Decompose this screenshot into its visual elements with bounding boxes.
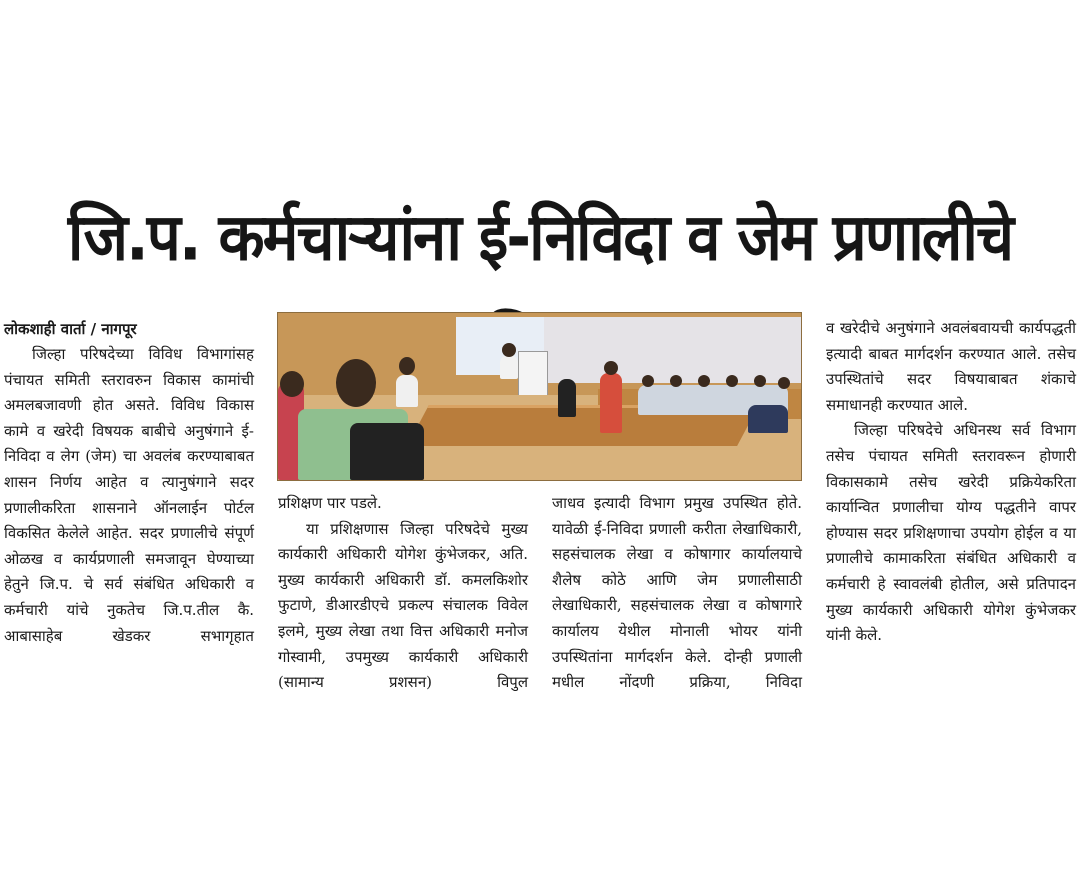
paragraph: जिल्हा परिषदेचे अधिनस्थ सर्व विभाग तसेच पंचायत समिती स्तरावरून होणारी विकासकामे तसेच खरेदी प्रक्रियेकरिता कार्यान्वित प्रणालीचा योग्य पद्धतीने वापर होण्यास सदर प्रशिक्षणाचा उपयोग होईल व या प्रणालीचे कामाकरिता संबंधित अधिकारी व कर्मचारी हे स्वावलंबी होतील, असे प्रतिपादन मुख्य कार्यकारी अधिकारी योगेश कुंभेजकर यांनी केले.: [826, 421, 1076, 645]
headline: जि.प. कर्मचाऱ्यांना ई-निविदा व जेम प्रणालीचे: [67, 200, 1013, 276]
training-photo: [277, 312, 802, 481]
article-column-4: [826, 316, 1076, 649]
paragraph: प्रशिक्षण पार पडले.: [278, 494, 382, 512]
paragraph: जाधव इत्यादी विभाग प्रमुख उपस्थित होते. यावेळी ई-निविदा प्रणाली करीता लेखाधिकारी, सहसंचालक लेखा व कोषागार कार्यालयाचे शैलेष कोठे आणि जेम प्रणालीसाठी लेखाधिकारी, सहसंचालक लेखा व कोषागारे कार्यालय येथील मोनाली भोयर यांनी उपस्थितांना मार्गदर्शन केले. दोन्ही प्रणाली मधील नोंदणी प्रक्रिया, निविदा: [552, 494, 802, 692]
article-column-2: [278, 491, 528, 696]
paragraph: व खरेदीचे अनुषंगाने अवलंबवायची कार्यपद्धती इत्यादी बाबत मार्गदर्शन करण्यात आले. तसेच उपस्थितांचे सदर विषयाबाबत शंकाचे समाधानही करण्यात आले.: [826, 319, 1076, 414]
byline: लोकशाही वार्ता / नागपूर: [4, 320, 137, 338]
paragraph: जिल्हा परिषदेच्या विविध विभागांसह पंचायत समिती स्तरावरुन विकास कामांची अमलबजावणी होत असते. विविध विकास कामे व खरेदी विषयक बाबीचे अनुषंगाने ई-निविदा व लेग (जेम) चा अवलंब करण्याबाबत शासन निर्णय आहेत व त्यानुषंगाने सदर प्रणालीकरिता शासनाने ऑनलाईन पोर्टल विकसित केलेले आहेत. सदर प्रणालीचे संपूर्ण ओळख व कार्यप्रणाली समजावून घेण्याच्या हेतुने जि.प. चे सर्व संबंधित अधिकारी व कर्मचारी यांचे नुकतेच जि.प.तील कै. आबासाहेब खेडकर सभागृहात: [4, 345, 254, 645]
article-column-1: [4, 316, 254, 649]
article-column-3: [552, 491, 802, 696]
paragraph: या प्रशिक्षणास जिल्हा परिषदेचे मुख्य कार्यकारी अधिकारी योगेश कुंभेजकर, अति. मुख्य कार्यकारी अधिकारी डॉ. कमलकिशोर फुटाणे, डीआरडीएचे प्रकल्प संचालक विवेल इलमे, मुख्य लेखा तथा वित्त अधिकारी मनोज गोस्वामी, उपमुख्य कार्यकारी अधिकारी (सामान्य प्रशसन) विपुल: [278, 519, 528, 692]
